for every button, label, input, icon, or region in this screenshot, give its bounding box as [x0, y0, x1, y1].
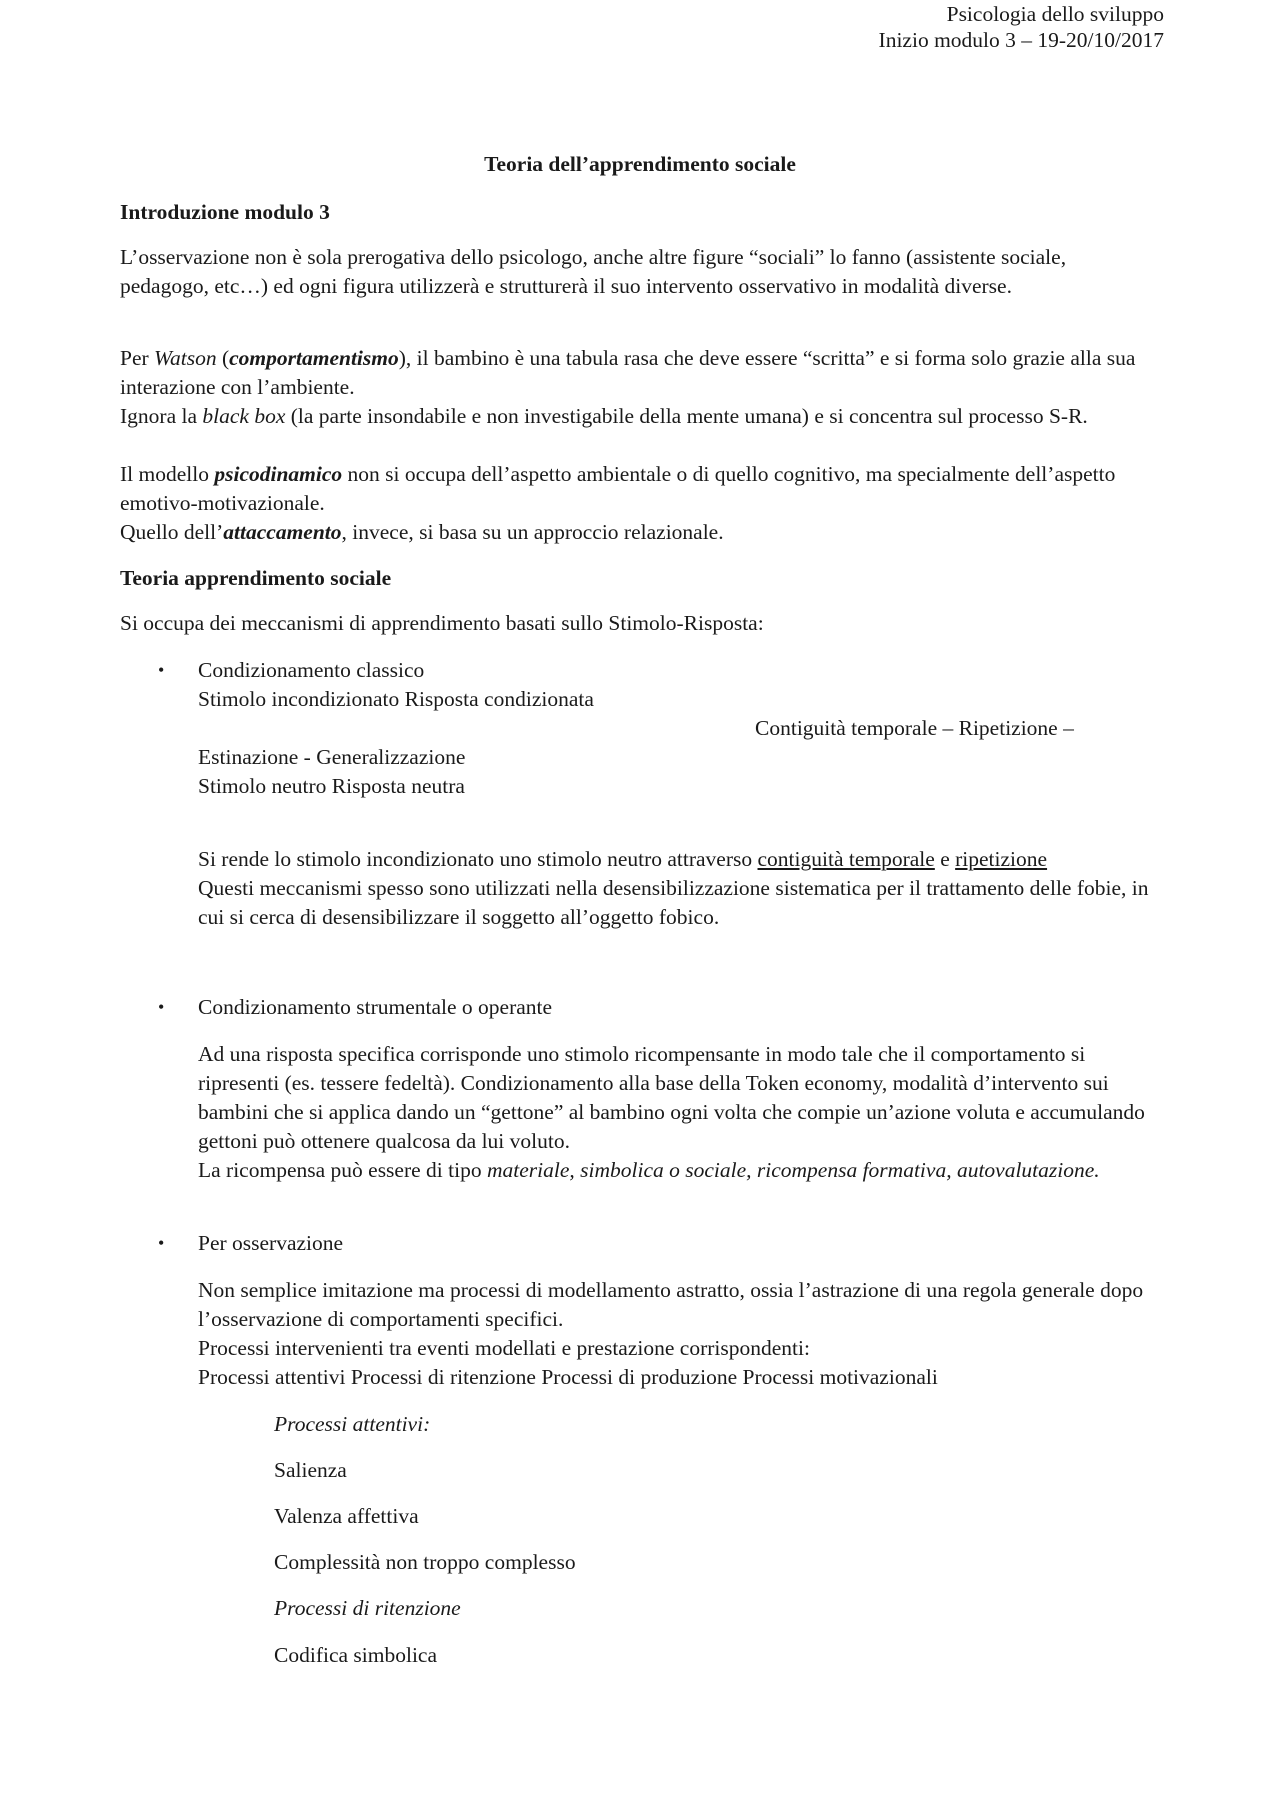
header-course: Psicologia dello sviluppo — [946, 2, 1164, 26]
intro-paragraph: L’osservazione non è sola prerogativa dello psicologo, anche altre figure “sociali” lo fanno (assistente sociale, pedagogo, etc…) ed ogni figura utilizzerà e strutturerà il suo intervento osservativo in modalità diverse. — [120, 245, 1067, 298]
ritenzione-heading: Processi di ritenzione — [274, 1596, 461, 1620]
classico-line1: Stimolo incondizionato Risposta condizionata — [198, 687, 594, 711]
processi-list: Processi attentivi Processi di ritenzione Processi di produzione Processi motivazionali — [198, 1365, 938, 1389]
ritenzione-item: Codifica simbolica — [274, 1643, 438, 1667]
classico-paragraph: Si rende lo stimolo incondizionato uno stimolo neutro attraverso contiguità temporale e ripetizione — [198, 847, 1048, 871]
classico-paragraph-2: Questi meccanismi spesso sono utilizzati nella desensibilizzazione sistematica per il trattamento delle fobie, in cui si cerca di desensibilizzare il soggetto all’oggetto fobico. — [198, 876, 1149, 929]
classico-side: Contiguità temporale – Ripetizione – — [755, 716, 1074, 740]
bullet-strumentale: • — [158, 997, 165, 1017]
attentivi-heading: Processi attentivi: — [274, 1412, 431, 1436]
ricompensa-paragraph: La ricompensa può essere di tipo materiale, simbolica o sociale, ricompensa formativa, autovalutazione. — [198, 1158, 1100, 1182]
attaccamento-paragraph: Quello dell’attaccamento, invece, si basa su un approccio relazionale. — [120, 520, 724, 544]
bullet-classico: • — [158, 660, 165, 680]
header-module-date: Inizio modulo 3 – 19-20/10/2017 — [878, 28, 1164, 52]
osservazione-title: Per osservazione — [198, 1231, 344, 1255]
watson-paragraph: Per Watson (comportamentismo), il bambino è una tabula rasa che deve essere “scritta” e si forma solo grazie alla sua interazione con l’ambiente. — [120, 346, 1136, 399]
attentivi-item: Salienza — [274, 1458, 347, 1482]
attentivi-item: Valenza affettiva — [274, 1504, 419, 1528]
classico-line2: Estinazione - Generalizzazione — [198, 745, 466, 769]
section2-heading: Teoria apprendimento sociale — [120, 566, 392, 590]
attentivi-item: Complessità non troppo complesso — [274, 1550, 576, 1574]
processi-intro: Processi intervenienti tra eventi modellati e prestazione corrispondenti: — [198, 1336, 810, 1360]
section2-intro: Si occupa dei meccanismi di apprendimento basati sullo Stimolo-Risposta: — [120, 611, 764, 635]
document-title: Teoria dell’apprendimento sociale — [484, 152, 796, 176]
intro-heading: Introduzione modulo 3 — [120, 200, 330, 224]
classico-line3: Stimolo neutro Risposta neutra — [198, 774, 465, 798]
psicodinamico-paragraph: Il modello psicodinamico non si occupa dell’aspetto ambientale o di quello cognitivo, ma specialmente dell’aspetto emotivo-motivazionale. — [120, 462, 1116, 515]
strumentale-paragraph: Ad una risposta specifica corrisponde uno stimolo ricompensante in modo tale che il comportamento si ripresenti (es. tessere fedeltà). Condizionamento alla base della Token economy, modalità d’intervento sui bambini che si applica dando un “gettone” al bambino ogni volta che compie un’azione voluta e accumulando gettoni può ottenere qualcosa da lui voluto. — [198, 1042, 1145, 1153]
bullet-osservazione: • — [158, 1233, 165, 1253]
strumentale-title: Condizionamento strumentale o operante — [198, 995, 553, 1019]
osservazione-paragraph: Non semplice imitazione ma processi di modellamento astratto, ossia l’astrazione di una regola generale dopo l’osservazione di comportamenti specifici. — [198, 1278, 1144, 1331]
blackbox-paragraph: Ignora la black box (la parte insondabile e non investigabile della mente umana) e si concentra sul processo S-R. — [120, 404, 1088, 428]
classico-title: Condizionamento classico — [198, 658, 425, 682]
